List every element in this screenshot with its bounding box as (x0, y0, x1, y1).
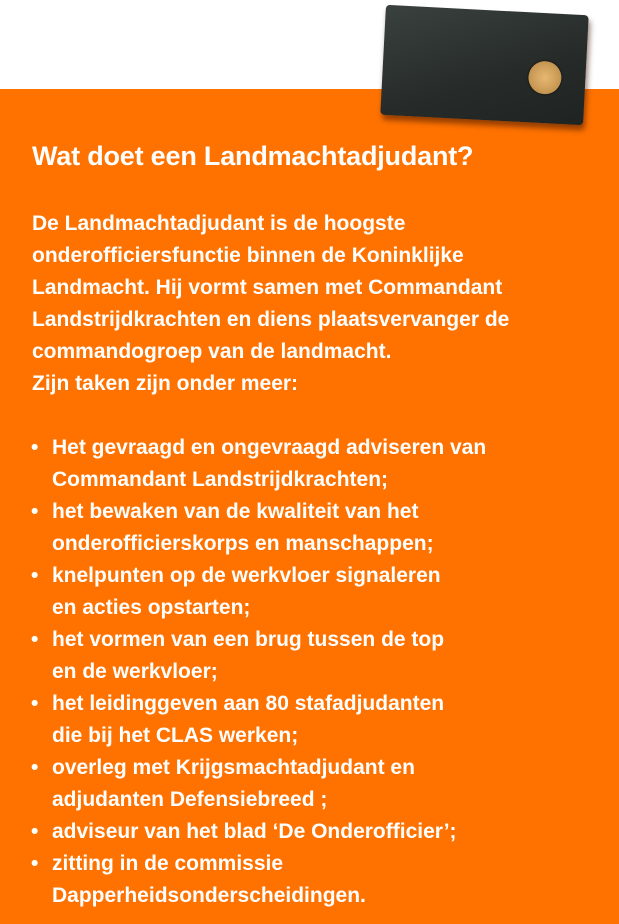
task-list-item (0, 688, 486, 752)
bullet-icon: • (31, 820, 39, 843)
task-list-item (0, 624, 486, 688)
task-line: en de werkvloer; (52, 660, 218, 683)
task-list-item (0, 752, 486, 816)
intro-line: Landstrijdkrachten en diens plaatsvervanger de (32, 308, 510, 331)
task-line: Dapperheidsonderscheidingen. (52, 884, 366, 907)
task-line: knelpunten op de werkvloer signaleren (52, 564, 441, 587)
bullet-icon: • (31, 628, 39, 651)
task-line: adjudanten Defensiebreed ; (52, 788, 328, 811)
bullet-icon: • (31, 852, 39, 875)
task-line: het bewaken van de kwaliteit van het (52, 500, 419, 523)
task-list-item (0, 560, 486, 624)
bullet-icon: • (31, 500, 39, 523)
task-list (0, 432, 486, 912)
task-line: en acties opstarten; (52, 596, 251, 619)
page-title: Wat doet een Landmachtadjudant? (32, 141, 474, 171)
task-line: zitting in de commissie (52, 852, 284, 875)
intro-paragraph (32, 208, 509, 400)
bullet-icon: • (31, 436, 39, 459)
task-line: het leidinggeven aan 80 stafadjudanten (52, 692, 445, 715)
task-line: het vormen van een brug tussen de top (52, 628, 445, 651)
task-line: Commandant Landstrijdkrachten; (52, 468, 389, 491)
task-list-item (0, 496, 486, 560)
rank-insignia-image (380, 5, 588, 125)
task-line: die bij het CLAS werken; (52, 724, 299, 747)
task-list-item (0, 816, 486, 848)
gold-button-emblem (528, 60, 563, 95)
intro-line: Landmacht. Hij vormt samen met Commandant (32, 276, 503, 299)
bullet-icon: • (31, 756, 39, 779)
task-list-item (0, 848, 486, 912)
intro-line: De Landmachtadjudant is de hoogste (32, 212, 406, 235)
bullet-icon: • (31, 564, 39, 587)
task-line: onderofficierskorps en manschappen; (52, 532, 434, 555)
bullet-icon: • (31, 692, 39, 715)
task-line: adviseur van het blad ‘De Onderofficier’; (52, 820, 457, 843)
intro-line: onderofficiersfunctie binnen de Koninklijke (32, 244, 464, 267)
task-list-item (0, 432, 486, 496)
task-line: overleg met Krijgsmachtadjudant en (52, 756, 415, 779)
intro-line: commandogroep van de landmacht. (32, 340, 392, 363)
intro-line: Zijn taken zijn onder meer: (32, 372, 299, 395)
task-line: Het gevraagd en ongevraagd adviseren van (52, 436, 487, 459)
